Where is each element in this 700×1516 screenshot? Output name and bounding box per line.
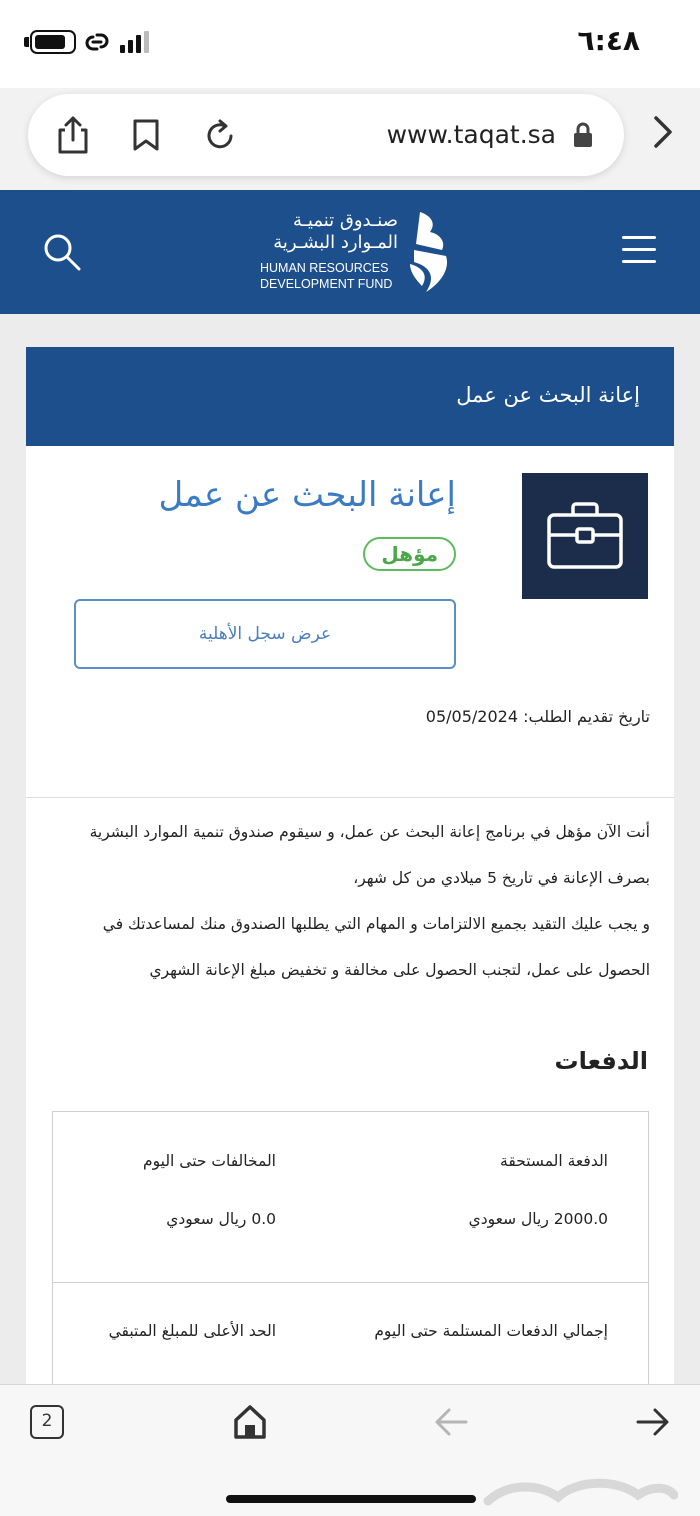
reload-icon[interactable] (204, 118, 236, 152)
violations-label: المخالفات حتى اليوم (143, 1152, 276, 1170)
due-payment-label: الدفعة المستحقة (500, 1152, 608, 1170)
logo-ar-line2: المـوارد البشـرية (273, 232, 398, 253)
battery-nub (24, 37, 29, 47)
max-remaining-label: الحد الأعلى للمبلغ المتبقي (108, 1322, 276, 1340)
hotspot-link-icon (82, 28, 112, 56)
logo-english (260, 260, 392, 292)
payments-heading: الدفعات (554, 1047, 648, 1075)
home-icon[interactable] (232, 1403, 268, 1441)
card-title-bar-text: إعانة البحث عن عمل (456, 383, 640, 407)
violations-value: 0.0 ريال سعودي (166, 1210, 276, 1228)
notice-line: بصرف الإعانة في تاريخ 5 ميلادي من كل شهر، (353, 869, 650, 887)
lock-icon (572, 122, 594, 148)
payments-table (52, 1111, 649, 1431)
watermark-logo (478, 1471, 678, 1511)
hamburger-menu-icon[interactable] (622, 236, 656, 264)
battery-icon (30, 30, 76, 54)
status-badge: مؤهل (363, 537, 456, 571)
tabs-button[interactable]: 2 (30, 1405, 64, 1439)
logo-ar-line1: صنـدوق تنميـة (292, 210, 398, 231)
briefcase-icon (545, 499, 625, 571)
search-icon[interactable] (42, 232, 82, 272)
total-received-label: إجمالي الدفعات المستلمة حتى اليوم (374, 1322, 608, 1340)
url-text[interactable]: www.taqat.sa (386, 120, 556, 149)
row-divider (53, 1282, 648, 1283)
eligibility-notice (50, 809, 650, 993)
notice-line: الحصول على عمل، لتجنب الحصول على مخالفة و تخفيض مبلغ الإعانة الشهري (149, 961, 650, 979)
chevron-right-icon[interactable] (648, 112, 676, 152)
browser-chrome (0, 88, 700, 190)
application-date: تاريخ تقديم الطلب: 05/05/2024 (425, 707, 650, 726)
logo-arabic (273, 210, 398, 254)
notice-line: أنت الآن مؤهل في برنامج إعانة البحث عن عمل، و سيقوم صندوق تنمية الموارد البشرية (89, 823, 650, 841)
browser-bottom-toolbar (0, 1384, 700, 1516)
arrow-left-icon[interactable] (434, 1407, 468, 1437)
program-title: إعانة البحث عن عمل (158, 475, 456, 515)
view-eligibility-history-button[interactable]: عرض سجل الأهلية (74, 599, 456, 669)
status-bar (0, 0, 700, 88)
hrdf-logo[interactable] (260, 210, 450, 296)
program-card (26, 347, 674, 1407)
share-icon[interactable] (56, 114, 90, 154)
logo-en-line1: HUMAN RESOURCES (260, 261, 389, 275)
due-payment-value: 2000.0 ريال سعودي (468, 1210, 608, 1228)
site-header (0, 190, 700, 314)
address-bar[interactable] (28, 94, 624, 176)
arrow-right-icon[interactable] (636, 1407, 670, 1437)
divider (26, 797, 674, 798)
notice-line: و يجب عليك التقيد بجميع الالتزامات و المهام التي يطلبها الصندوق منك لمساعدتك في (102, 915, 650, 933)
logo-en-line2: DEVELOPMENT FUND (260, 277, 393, 291)
status-time: ٦:٤٨ (577, 24, 640, 57)
logo-mark-icon (406, 210, 450, 294)
card-title-bar (26, 347, 674, 446)
signal-icon (120, 31, 150, 53)
home-indicator (226, 1495, 476, 1503)
program-icon-box (522, 473, 648, 599)
bookmark-icon[interactable] (132, 118, 160, 152)
